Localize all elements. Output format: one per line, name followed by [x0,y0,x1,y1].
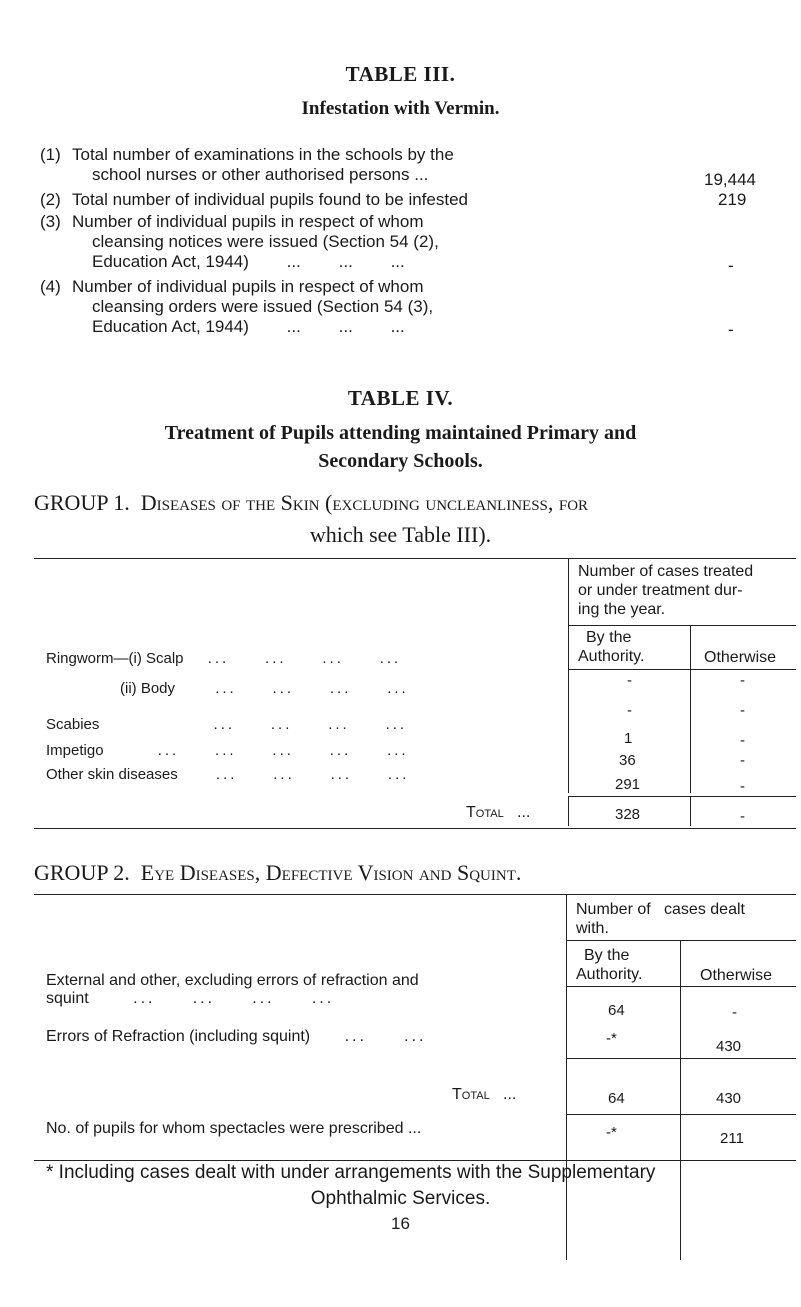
item-text [72,212,439,272]
header-line: or under treatment dur- [578,582,743,599]
table3-item-4 [40,277,740,339]
table3-item-1 [40,145,740,187]
group1-row-ringworm-body-otherwise: - [740,702,745,719]
row-label: Scabies [46,716,100,733]
group2-row-external [46,972,419,1008]
group2-row-refraction-otherwise: 430 [716,1038,742,1055]
group1-row-other-otherwise: - [740,778,745,795]
row-label: Impetigo [46,742,104,759]
item-line: cleansing orders were issued (Section 54 (3), [92,297,434,316]
group2-col-divider-2 [680,940,681,1260]
header-line: Number of cases treated [578,563,754,580]
group1-sub-otherwise: Otherwise [704,649,777,666]
item-number: (4) [40,277,61,296]
group1-label: GROUP 1. [34,490,130,515]
group2-row-external-otherwise: - [732,1004,737,1021]
item-line: Number of individual pupils in respect of whom [72,212,424,231]
item-text [72,145,454,185]
page-number: 16 [391,1214,410,1233]
header-line: By the [586,629,632,646]
row-label-line2: squint [46,990,89,1007]
header-line: Authority. [576,966,643,983]
table3-value-3: - [728,256,734,275]
group2-total-label: Total ... [452,1086,517,1103]
group1-row-impetigo [46,742,409,759]
group1-row-scabies-authority: 1 [624,730,633,747]
group1-row-impetigo-otherwise: - [740,752,745,769]
item-line: Education Act, 1944) ... ... ... [92,317,405,336]
row-label [46,990,419,1008]
group2-spectacles-rule [566,1114,796,1115]
group2-total-otherwise: 430 [716,1090,742,1107]
group2-row-refraction [46,1028,426,1046]
header-line: Number of cases dealt [576,901,745,918]
group2-top-rule [34,894,796,895]
group1-total-otherwise: - [740,808,745,825]
group1-heading [34,490,588,516]
header-line: By the [584,947,630,964]
item-number: (2) [40,190,61,209]
group1-row-ringworm-body [120,680,409,697]
header-line: Authority. [578,648,645,665]
row-dots: ... ... ... ... [133,990,335,1007]
group1-col-divider-1 [568,558,569,793]
row-dots: ... ... ... ... ... [157,742,409,759]
group1-total-rule [568,796,796,797]
group1-bottom-rule [34,828,796,829]
header-line: with. [576,920,609,937]
row-dots: ... ... ... ... [213,716,408,733]
group1-header-rule [568,625,796,626]
table4-subtitle-2: Secondary Schools. [318,450,483,472]
group1-sub-authority [578,628,644,666]
group2-title: Eye Diseases, Defective Vision and Squint. [140,860,522,885]
row-dots: ... ... ... ... [215,766,410,783]
table3-value-4: - [728,320,734,339]
table3-title: TABLE III. [345,62,456,86]
group1-subheader-rule [568,669,796,670]
group1-title: Diseases of the Skin (excluding uncleanliness, for [140,490,589,515]
group1-top-rule [34,558,796,559]
group2-heading [34,860,521,886]
group2-spectacles-label: No. of pupils for whom spectacles were prescribed ... [46,1120,422,1137]
group1-row-impetigo-authority: 36 [619,752,636,769]
group1-row-other [46,766,409,783]
group1-heading-line2: which see Table III). [309,522,492,547]
table4-title: TABLE IV. [347,386,454,410]
group2-label: GROUP 2. [34,860,130,885]
item-line: Total number of individual pupils found to be infested [72,190,468,209]
group2-total-authority: 64 [608,1090,625,1107]
row-label: Ringworm—(i) Scalp [46,650,184,667]
group1-row-scabies-otherwise: - [740,732,745,749]
table3-item-2 [40,190,740,212]
group2-sub-authority [576,946,642,984]
table3-subtitle: Infestation with Vermin. [301,98,500,119]
group1-col-divider-total-1 [568,796,569,826]
group2-bottom-rule [34,1160,796,1161]
row-label: External and other, excluding errors of refraction and [46,972,419,989]
group1-column-header [578,562,753,619]
header-line: ing the year. [578,601,666,618]
item-line: Number of individual pupils in respect of whom [72,277,424,296]
table3-item-3 [40,212,740,274]
group2-row-refraction-authority: -* [606,1030,617,1047]
group1-row-ringworm-scalp [46,650,401,667]
item-text [72,190,468,210]
item-line: school nurses or other authorised persons ... [92,165,429,184]
item-line: Total number of examinations in the schools by the [72,145,454,164]
group1-row-ringworm-scalp-otherwise: - [740,672,745,689]
footnote-line-2: Ophthalmic Services. [310,1188,491,1209]
group2-row-external-authority: 64 [608,1002,625,1019]
group2-subheader-rule [566,986,796,987]
row-label: Other skin diseases [46,766,178,783]
group2-sub-otherwise: Otherwise [700,967,773,984]
item-line: Education Act, 1944) ... ... ... [92,252,405,271]
row-dots: ... ... ... ... [207,650,402,667]
group2-header-rule [566,940,796,941]
row-label: (ii) Body [120,680,176,697]
group1-row-ringworm-scalp-authority: - [627,672,632,689]
group1-row-scabies [46,716,407,733]
group1-row-other-authority: 291 [615,776,641,793]
group2-spectacles-authority: -* [606,1124,617,1141]
item-number: (1) [40,145,61,164]
group2-total-rule [566,1058,796,1059]
table4-subtitle-1: Treatment of Pupils attending maintained Primary and [164,422,637,444]
group1-row-ringworm-body-authority: - [627,702,632,719]
group1-total-label: Total ... [466,804,531,821]
row-label: Errors of Refraction (including squint) [46,1028,311,1045]
footnote-line-1: * Including cases dealt with under arrangements with the Supplementary [46,1162,656,1183]
row-dots: ... ... ... ... [215,680,409,697]
table3-value-2: 219 [718,190,747,209]
item-number: (3) [40,212,61,231]
group1-col-divider-2 [690,626,691,793]
group1-col-divider-total-2 [690,796,691,826]
item-line: cleansing notices were issued (Section 54 (2), [92,232,439,251]
row-dots: ... ... [344,1028,427,1045]
table3-value-1: 19,444 [704,170,756,189]
group1-total-authority: 328 [615,806,641,823]
group2-column-header [576,900,745,938]
group2-spectacles-otherwise: 211 [720,1130,744,1147]
item-text [72,277,433,337]
